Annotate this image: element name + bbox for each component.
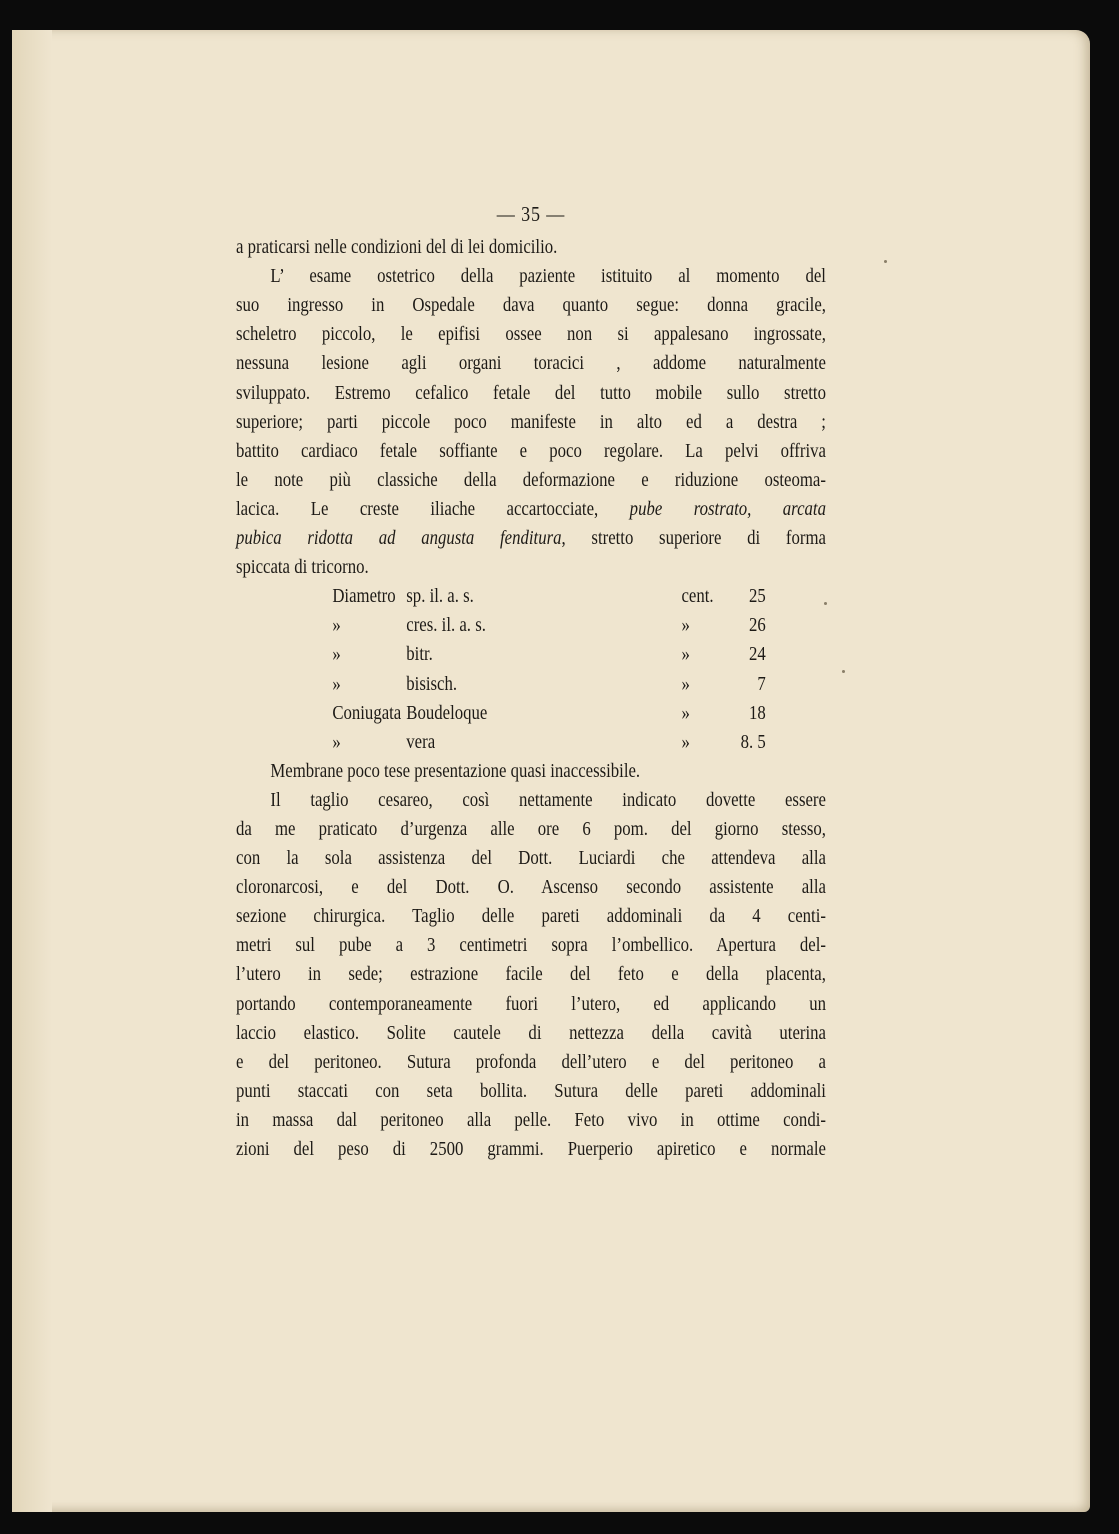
cell-label: Coniugata: [332, 702, 402, 724]
text-line: sezione chirurgica. Taglio delle pareti addominali da 4 centi-: [236, 906, 826, 928]
cell-label: »: [332, 673, 341, 695]
table-row: [332, 640, 765, 669]
text-line: superiore; parti piccole poco manifeste in alto ed a destra ;: [236, 411, 826, 433]
cell-desc: bitr.: [406, 644, 433, 666]
speck: [842, 670, 845, 673]
cell-desc: vera: [406, 731, 436, 753]
text-line: spiccata di tricorno.: [236, 557, 369, 579]
cell-label: Diametro: [332, 586, 396, 608]
text-line: a praticarsi nelle condizioni del di lei domicilio.: [236, 237, 558, 259]
text-line: portando contemporaneamente fuori l’utero, ed applicando un: [236, 993, 826, 1015]
text-line: Membrane poco tese presentazione quasi inaccessibile.: [270, 760, 641, 782]
cell-value: 7: [757, 673, 766, 695]
text-line: battito cardiaco fetale soffiante e poco regolare. La pelvi offriva: [236, 440, 826, 462]
cell-label: »: [332, 615, 341, 637]
cell-desc: bisisch.: [406, 673, 458, 695]
text-line: [236, 495, 826, 524]
italic-segment: pube rostrato, arcata: [629, 498, 826, 520]
cell-label: »: [332, 731, 341, 753]
text-line: nessuna lesione agli organi toracici , addome naturalmente: [236, 353, 826, 375]
page-text: [236, 200, 826, 1164]
text-line: punti staccati con seta bollita. Sutura delle pareti addominali: [236, 1080, 826, 1102]
page-gutter: [12, 30, 52, 1512]
cell-value: 24: [748, 644, 766, 666]
text-line: l’utero in sede; estrazione facile del feto e della placenta,: [236, 964, 826, 986]
cell-unit: »: [681, 702, 690, 724]
text-line: laccio elastico. Solite cautele di nettezza della cavità uterina: [236, 1022, 826, 1044]
text-line: da me praticato d’urgenza alle ore 6 pom. del giorno stesso,: [236, 818, 826, 840]
text-line: [236, 524, 826, 553]
text-line: L’ esame ostetrico della paziente istituito al momento del: [270, 266, 826, 288]
text-segment: , stretto superiore di forma: [561, 528, 826, 550]
cell-value: 26: [748, 615, 766, 637]
text-line: in massa dal peritoneo alla pelle. Feto vivo in ottime condi-: [236, 1109, 826, 1131]
text-segment: lacica. Le creste iliache accartocciate,: [236, 498, 630, 520]
text-line: con la sola assistenza del Dott. Luciardi che attendeva alla: [236, 848, 826, 870]
text-line: metri sul pube a 3 centimetri sopra l’ombellico. Apertura del-: [236, 935, 826, 957]
speck: [884, 260, 887, 263]
page-number: — 35 —: [496, 202, 566, 226]
table-row: [332, 699, 765, 728]
cell-unit: »: [681, 644, 690, 666]
cell-unit: »: [681, 731, 690, 753]
table-row: [332, 728, 765, 757]
table-row: [332, 670, 765, 699]
cell-desc: cres. il. a. s.: [406, 615, 486, 637]
cell-desc: sp. il. a. s.: [406, 586, 474, 608]
cell-unit: cent.: [681, 586, 714, 608]
cell-unit: »: [681, 673, 690, 695]
cell-value: 18: [748, 702, 766, 724]
text-line: scheletro piccolo, le epifisi ossee non si appalesano ingrossate,: [236, 324, 826, 346]
text-line: e del peritoneo. Sutura profonda dell’utero e del peritoneo a: [236, 1051, 826, 1073]
text-line: sviluppato. Estremo cefalico fetale del tutto mobile sullo stretto: [236, 382, 826, 404]
cell-value: 25: [748, 586, 766, 608]
measurement-table: [332, 582, 765, 757]
cell-label: »: [332, 644, 341, 666]
table-row: [332, 611, 765, 640]
italic-segment: pubica ridotta ad angusta fenditura: [236, 528, 562, 550]
cell-value: 8. 5: [740, 731, 766, 753]
cell-unit: »: [681, 615, 690, 637]
text-line: le note più classiche della deformazione e riduzione osteoma-: [236, 469, 826, 491]
cell-desc: Boudeloque: [406, 702, 488, 724]
table-row: [332, 582, 765, 611]
text-line: Il taglio cesareo, così nettamente indicato dovette essere: [270, 789, 826, 811]
text-line: suo ingresso in Ospedale dava quanto segue: donna gracile,: [236, 295, 826, 317]
text-line: zioni del peso di 2500 grammi. Puerperio apiretico e normale: [236, 1139, 826, 1160]
text-line: cloronarcosi, e del Dott. O. Ascenso secondo assistente alla: [236, 877, 826, 899]
